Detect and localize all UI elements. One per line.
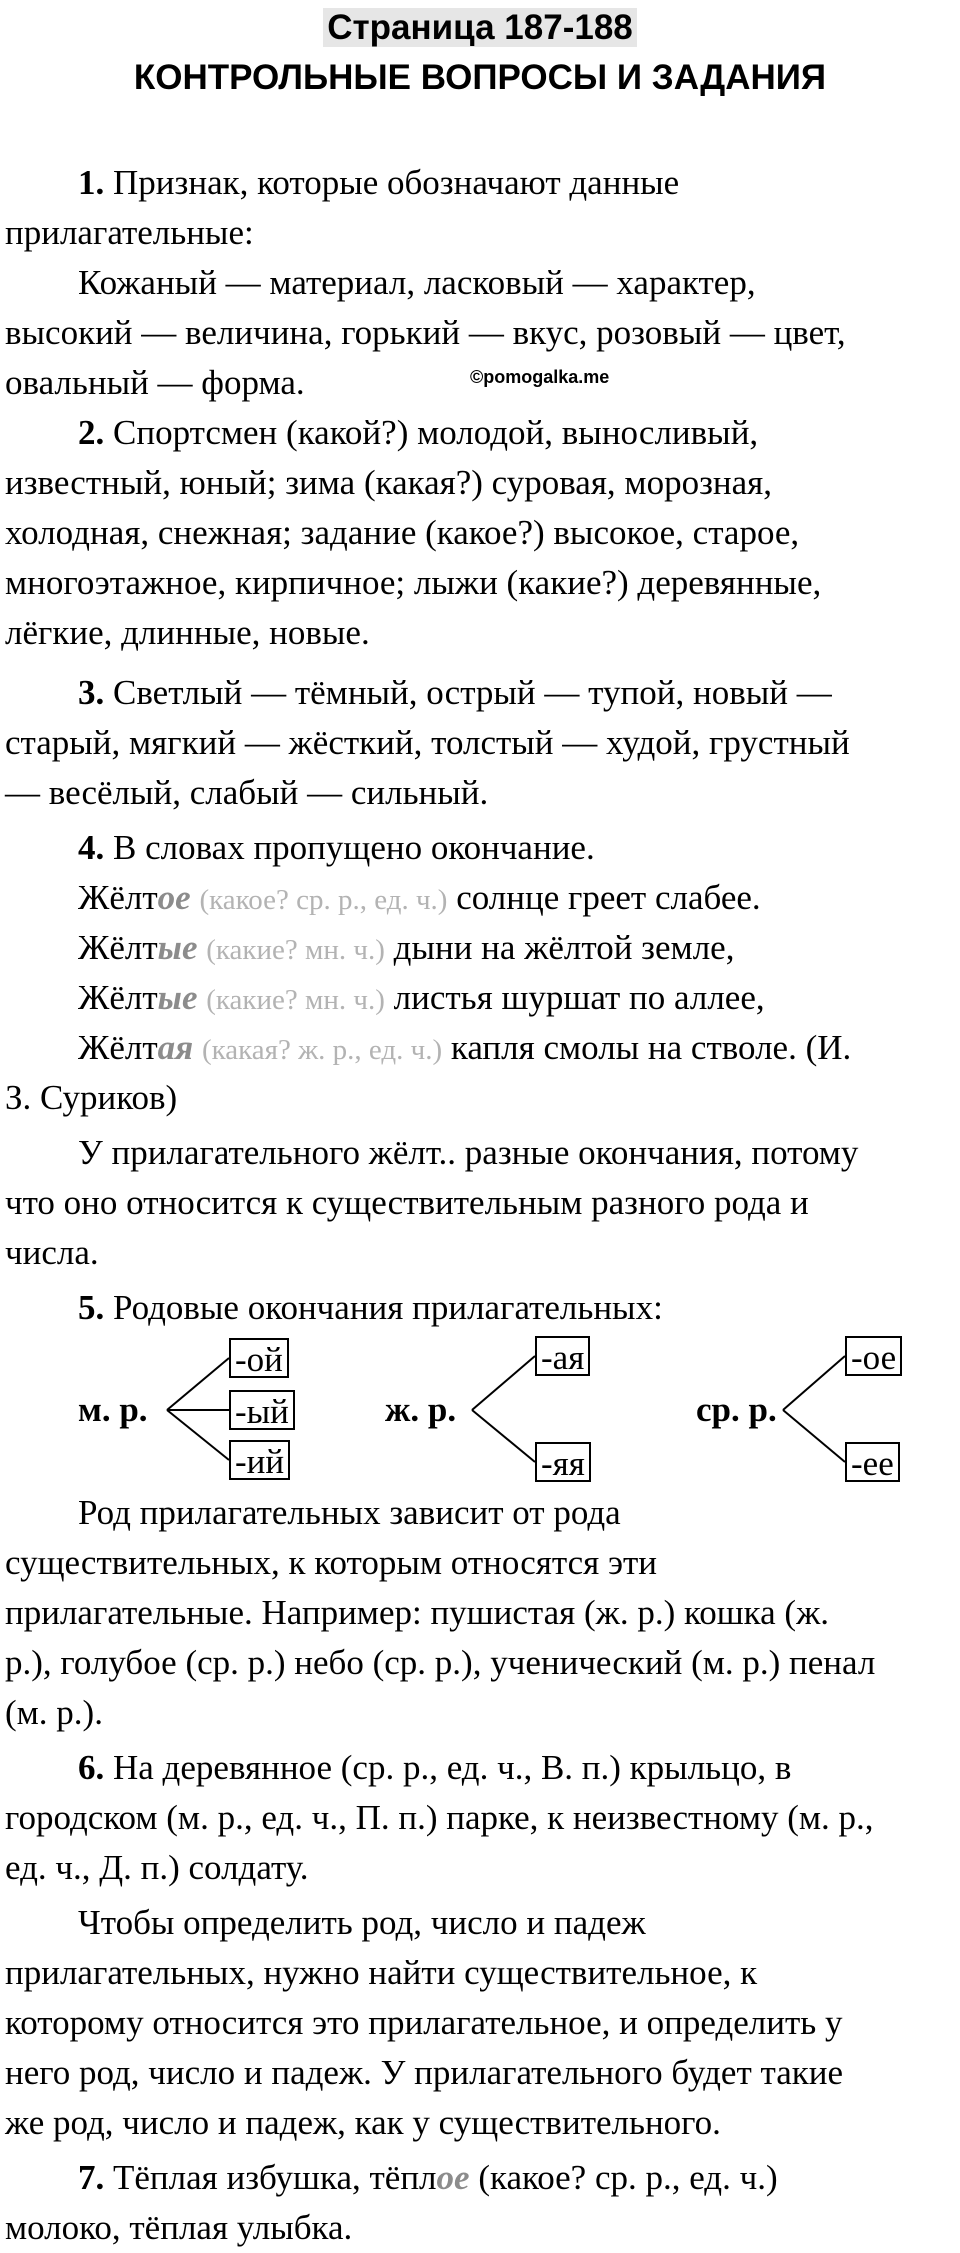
q3-line-3: — весёлый, слабый — сильный.	[5, 773, 489, 812]
q4-conclusion-2: что оно относится к существительным разного рода и	[5, 1183, 809, 1222]
q5-intro: 5. Родовые окончания прилагательных:	[78, 1288, 663, 1327]
q4-intro: 4. В словах пропущено окончание.	[78, 828, 595, 867]
q4-conclusion-1: У прилагательного жёлт.. разные окончания, потому	[78, 1133, 859, 1172]
fem-label: ж. р.	[385, 1390, 457, 1429]
q6-para-5: же род, число и падеж, как у существительного.	[5, 2103, 721, 2142]
fem-branch-line-2	[472, 1410, 535, 1462]
q5-line-4: р.), голубое (ср. р.) небо (ср. р.), ученический (м. р.) пенал	[5, 1643, 876, 1682]
q2-line-2: известный, юный; зима (какая?) суровая, морозная,	[5, 463, 773, 502]
q6-para-1: Чтобы определить род, число и падеж	[78, 1903, 646, 1942]
q1-line-5: овальный — форма.	[5, 363, 305, 402]
q4-example-1: Жёлтое (какое? ср. р., ед. ч.) солнце греет слабее.	[78, 878, 761, 917]
neut-branch-line-2	[783, 1410, 845, 1462]
q2-line-3: холодная, снежная; задание (какое?) высокое, старое,	[5, 513, 800, 552]
masc-branch-line-3	[167, 1410, 229, 1460]
q5-line-1: Род прилагательных зависит от рода	[78, 1493, 621, 1532]
q2-line-4: многоэтажное, кирпичное; лыжи (какие?) деревянные,	[5, 563, 822, 602]
q4-example-4: Жёлтая (какая? ж. р., ед. ч.) капля смолы на стволе. (И.	[78, 1028, 852, 1067]
q3-line-2: старый, мягкий — жёсткий, толстый — худой, грустный	[5, 723, 850, 762]
fem-branch-line-1	[472, 1356, 535, 1410]
q1-line-1: 1. Признак, которые обозначают данные	[78, 163, 680, 202]
q1-line-2: прилагательные:	[5, 213, 254, 252]
q4-example-3: Жёлтые (какие? мн. ч.) листья шуршат по аллее,	[78, 978, 765, 1017]
q6-line-1: 6. На деревянное (ср. р., ед. ч., В. п.) крыльцо, в	[78, 1748, 792, 1787]
masc-label: м. р.	[78, 1390, 148, 1429]
q5-line-3: прилагательные. Например: пушистая (ж. р.) кошка (ж.	[5, 1593, 830, 1632]
q6-para-2: прилагательных, нужно найти существительное, к	[5, 1953, 758, 1992]
masc-ending-1: -ой	[229, 1338, 289, 1378]
neut-branch-line-1	[783, 1356, 845, 1410]
q7-line-2: молоко, тёплая улыбка.	[5, 2208, 353, 2247]
q1-line-4: высокий — величина, горький — вкус, розовый — цвет,	[5, 313, 846, 352]
q6-para-4: него род, число и падеж. У прилагательного будет такие	[5, 2053, 844, 2092]
neut-ending-1: -ое	[845, 1336, 902, 1376]
masc-ending-2: -ый	[229, 1390, 295, 1430]
fem-ending-2: -яя	[535, 1442, 591, 1482]
fem-ending-1: -ая	[535, 1336, 590, 1376]
q4-author: З. Суриков)	[5, 1078, 178, 1117]
neut-ending-2: -ее	[845, 1442, 900, 1482]
q6-para-3: которому относится это прилагательное, и определить у	[5, 2003, 843, 2042]
masc-ending-3: -ий	[229, 1440, 290, 1480]
q1-line-3: Кожаный — материал, ласковый — характер,	[78, 263, 756, 302]
q5-line-2: существительных, к которым относятся эти	[5, 1543, 658, 1582]
watermark: ©pomogalka.me	[470, 367, 610, 387]
page-number-header: Страница 187-188	[0, 6, 960, 50]
q6-line-3: ед. ч., Д. п.) солдату.	[5, 1848, 309, 1887]
section-title: КОНТРОЛЬНЫЕ ВОПРОСЫ И ЗАДАНИЯ	[133, 58, 827, 97]
q5-line-5: (м. р.).	[5, 1693, 103, 1732]
q4-example-2: Жёлтые (какие? мн. ч.) дыни на жёлтой земле,	[78, 928, 735, 967]
q4-conclusion-3: числа.	[5, 1233, 99, 1272]
q7-line-1: 7. Тёплая избушка, тёплое (какое? ср. р., ед. ч.)	[78, 2158, 778, 2197]
q3-line-1: 3. Светлый — тёмный, острый — тупой, новый —	[78, 673, 832, 712]
neut-label: ср. р.	[696, 1390, 777, 1429]
q2-line-5: лёгкие, длинные, новые.	[5, 613, 370, 652]
masc-branch-line-1	[167, 1358, 229, 1410]
q6-line-2: городском (м. р., ед. ч., П. п.) парке, к неизвестному (м. р.,	[5, 1798, 874, 1837]
q2-line-1: 2. Спортсмен (какой?) молодой, выносливый,	[78, 413, 759, 452]
